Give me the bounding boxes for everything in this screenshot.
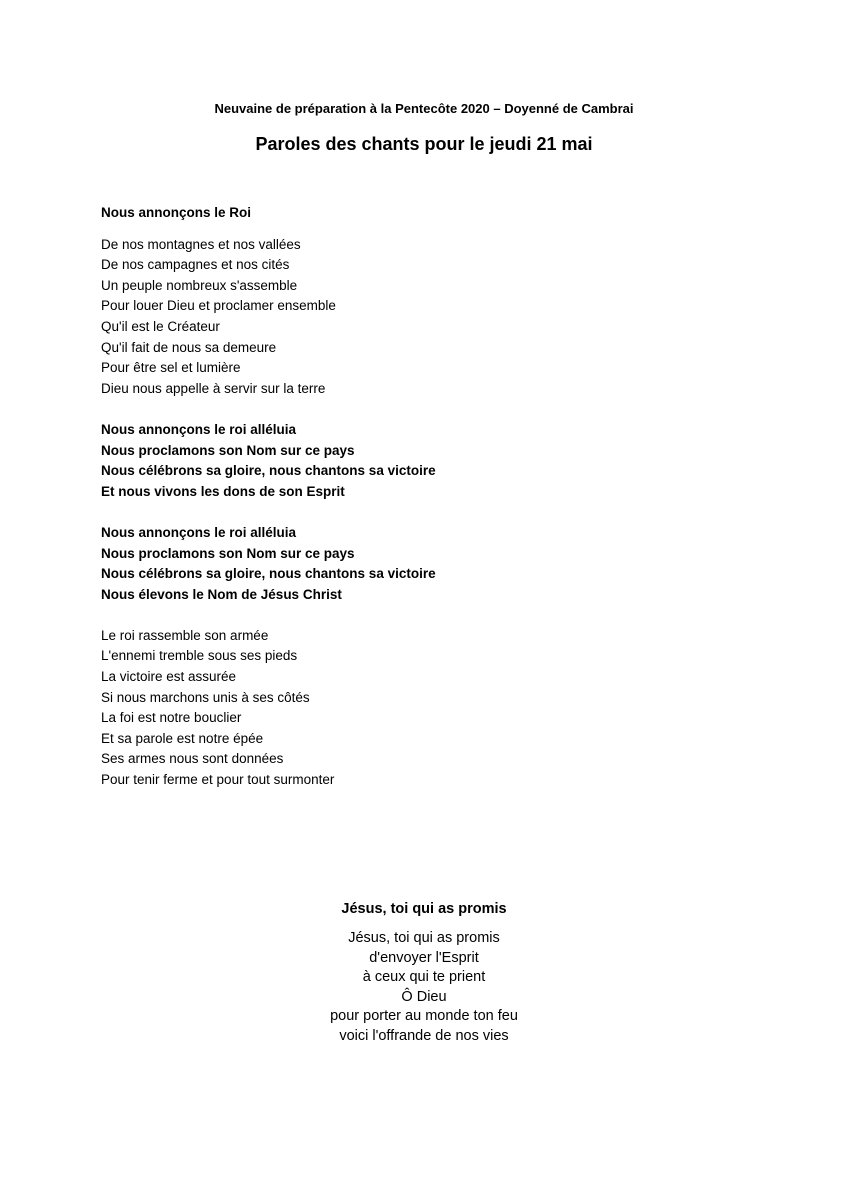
lyric-line: Le roi rassemble son armée	[101, 627, 269, 643]
lyric-line: voici l'offrande de nos vies	[339, 1027, 509, 1044]
lyric-line: Pour louer Dieu et proclamer ensemble	[101, 298, 336, 314]
lyric-line: Si nous marchons unis à ses côtés	[101, 689, 310, 705]
refrain-line: Nous proclamons son Nom sur ce pays	[101, 545, 355, 561]
lyric-line: Dieu nous appelle à servir sur la terre	[101, 380, 326, 396]
document-header: Neuvaine de préparation à la Pentecôte 2020 – Doyenné de Cambrai	[214, 101, 634, 116]
song-nous-annoncons-le-roi	[101, 203, 741, 791]
lyric-line: De nos campagnes et nos cités	[101, 257, 290, 273]
song-title: Nous annonçons le Roi	[101, 205, 252, 220]
lyric-line: d'envoyer l'Esprit	[369, 949, 479, 966]
refrain-line: Nous annonçons le roi alléluia	[101, 421, 297, 437]
lyric-line: De nos montagnes et nos vallées	[101, 236, 301, 252]
refrain-line: Nous célébrons sa gloire, nous chantons sa victoire	[101, 566, 436, 582]
lyric-line: Pour être sel et lumière	[101, 360, 241, 376]
lyric-line: Un peuple nombreux s'assemble	[101, 277, 298, 293]
lyric-line: Jésus, toi qui as promis	[348, 930, 500, 946]
refrain-line: Nous proclamons son Nom sur ce pays	[101, 442, 355, 458]
song-title: Jésus, toi qui as promis	[341, 901, 507, 917]
lyric-line: Pour tenir ferme et pour tout surmonter	[101, 772, 335, 788]
refrain-2	[101, 523, 741, 605]
lyric-line: Qu'il fait de nous sa demeure	[101, 339, 277, 355]
lyric-line: Et sa parole est notre épée	[101, 730, 264, 746]
refrain-1	[101, 420, 741, 502]
refrain-line: Nous célébrons sa gloire, nous chantons sa victoire	[101, 463, 436, 479]
lyric-line: La victoire est assurée	[101, 669, 237, 685]
lyric-line: La foi est notre bouclier	[101, 710, 242, 726]
lyric-line: Ô Dieu	[401, 988, 447, 1005]
lyric-line: Qu'il est le Créateur	[101, 318, 220, 334]
lyric-line: pour porter au monde ton feu	[330, 1008, 518, 1024]
page-title: Paroles des chants pour le jeudi 21 mai	[255, 134, 593, 154]
lyric-line: à ceux qui te prient	[362, 969, 486, 985]
verse-1	[101, 235, 741, 400]
refrain-line: Nous annonçons le roi alléluia	[101, 524, 297, 540]
refrain-line: Nous élevons le Nom de Jésus Christ	[101, 586, 342, 602]
song-jesus-toi-qui-as-promis	[0, 899, 848, 1046]
lyric-line: Ses armes nous sont données	[101, 751, 284, 767]
verse-2	[101, 626, 741, 791]
lyric-line: L'ennemi tremble sous ses pieds	[101, 648, 298, 664]
refrain-line: Et nous vivons les dons de son Esprit	[101, 483, 345, 499]
